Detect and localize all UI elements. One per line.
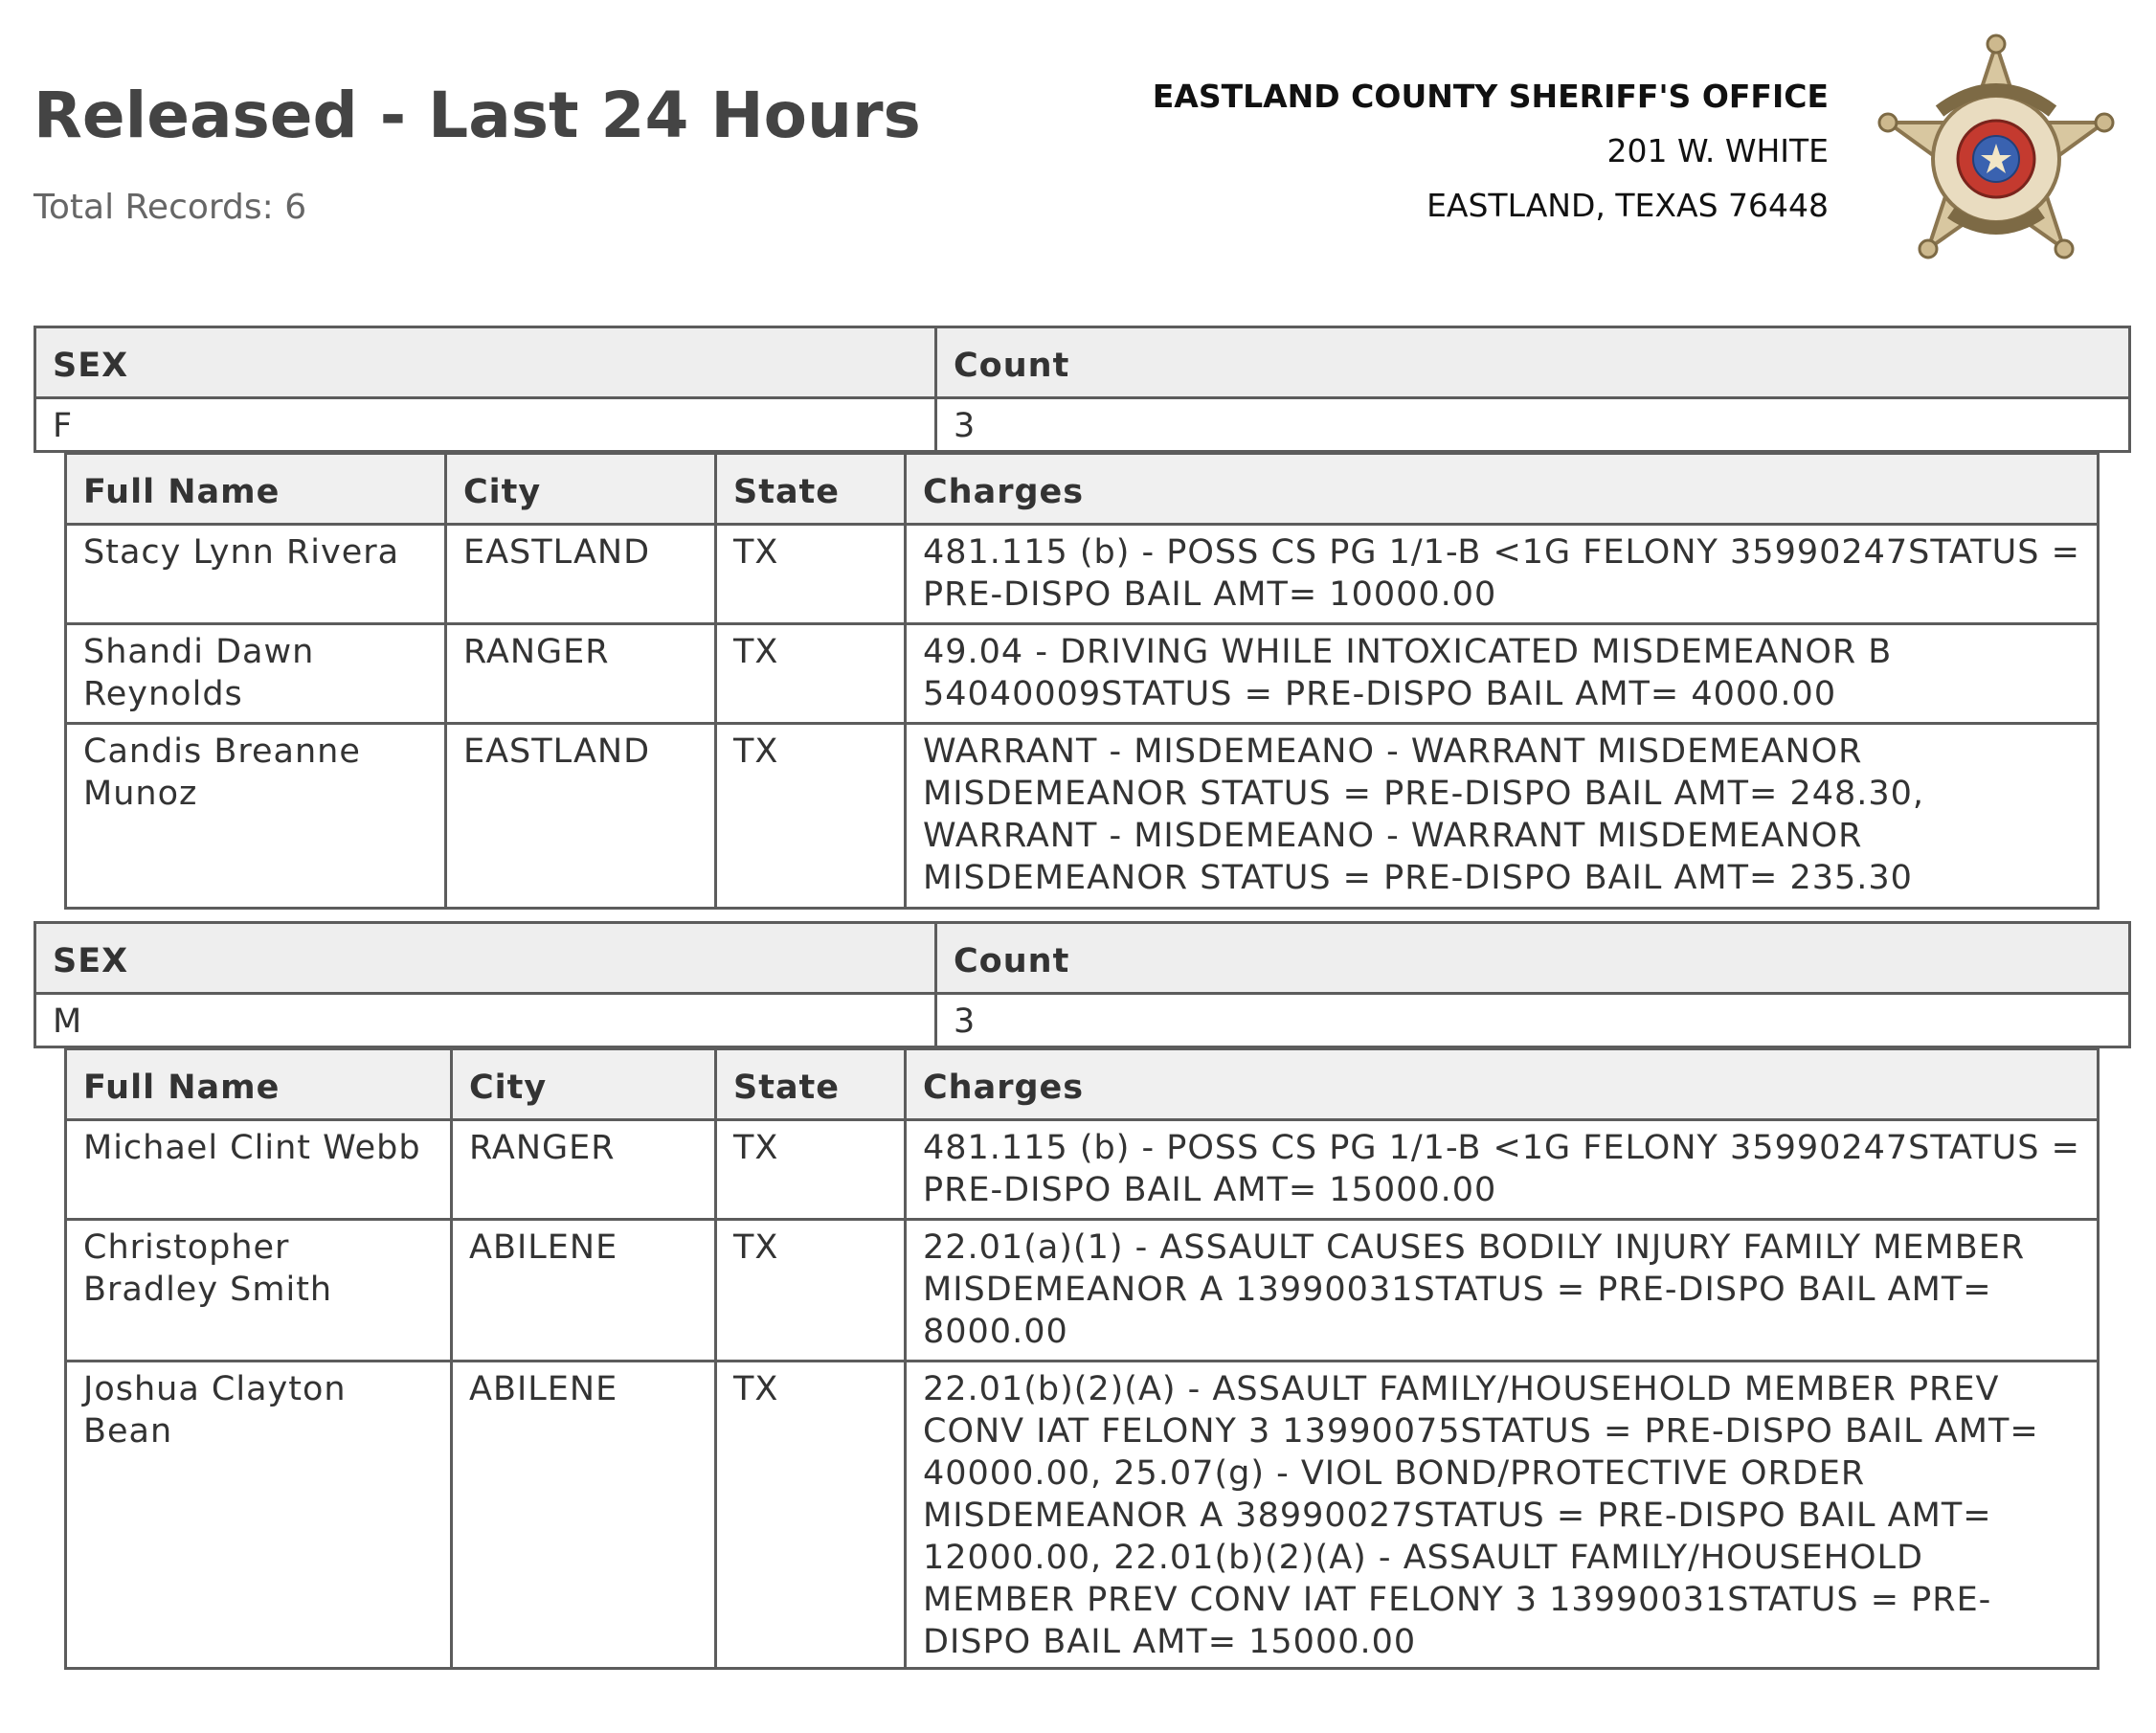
city-cell: RANGER bbox=[446, 624, 716, 724]
sheriff-badge-icon bbox=[1859, 31, 2133, 289]
count-value: 3 bbox=[936, 994, 2130, 1047]
charges-column-header: Charges bbox=[906, 454, 2099, 525]
table-row bbox=[66, 1220, 2099, 1362]
charges-cell: WARRANT - MISDEMEANO - WARRANT MISDEMEANOR MISDEMEANOR STATUS = PRE-DISPO BAIL AMT= 248.30, WARRANT - MISDEMEANO - WARRANT MISDEMEANOR MISDEMEANOR STATUS = PRE-DISPO BAIL AMT= 235.30 bbox=[906, 724, 2099, 909]
city-cell: ABILENE bbox=[452, 1220, 716, 1362]
count-column-header: Count bbox=[936, 327, 2130, 398]
charges-column-header: Charges bbox=[906, 1049, 2099, 1120]
full-name-cell: Candis Breanne Munoz bbox=[66, 724, 446, 909]
city-cell: EASTLAND bbox=[446, 724, 716, 909]
charges-cell: 22.01(b)(2)(A) - ASSAULT FAMILY/HOUSEHOLD MEMBER PREV CONV IAT FELONY 3 13990075STATUS = PRE-DISPO BAIL AMT= 40000.00, 25.07(g) - VIOL BOND/PROTECTIVE ORDER MISDEMEANOR A 38990027STATUS = PRE-DISPO BAIL AMT= 12000.00, 22.01(b)(2)(A) - ASSAULT FAMILY/HOUSEHOLD MEMBER PREV CONV IAT FELONY 3 13990031STATUS = PRE-DISPO BAIL AMT= 15000.00 bbox=[906, 1362, 2099, 1669]
table-row bbox=[66, 724, 2099, 909]
sex-summary-header bbox=[35, 327, 2130, 398]
page-title: Released - Last 24 Hours bbox=[34, 79, 921, 152]
table-row bbox=[66, 525, 2099, 624]
state-cell: TX bbox=[716, 724, 906, 909]
charges-cell: 481.115 (b) - POSS CS PG 1/1-B <1G FELONY 35990247STATUS = PRE-DISPO BAIL AMT= 10000.00 bbox=[906, 525, 2099, 624]
full-name-cell: Christopher Bradley Smith bbox=[66, 1220, 452, 1362]
table-row bbox=[66, 1362, 2099, 1669]
count-column-header: Count bbox=[936, 923, 2130, 994]
full-name-cell: Shandi Dawn Reynolds bbox=[66, 624, 446, 724]
city-cell: ABILENE bbox=[452, 1362, 716, 1669]
sex-summary-row bbox=[35, 994, 2130, 1047]
state-cell: TX bbox=[716, 1120, 906, 1220]
state-column-header: State bbox=[716, 1049, 906, 1120]
sex-column-header: SEX bbox=[35, 327, 936, 398]
sex-value: M bbox=[35, 994, 936, 1047]
table-row bbox=[66, 624, 2099, 724]
city-column-header: City bbox=[446, 454, 716, 525]
full-name-cell: Joshua Clayton Bean bbox=[66, 1362, 452, 1669]
count-value: 3 bbox=[936, 398, 2130, 452]
city-cell: RANGER bbox=[452, 1120, 716, 1220]
full-name-cell: Stacy Lynn Rivera bbox=[66, 525, 446, 624]
full-name-column-header: Full Name bbox=[66, 454, 446, 525]
sex-column-header: SEX bbox=[35, 923, 936, 994]
records-table-m bbox=[64, 1047, 2100, 1670]
state-column-header: State bbox=[716, 454, 906, 525]
state-cell: TX bbox=[716, 525, 906, 624]
records-table-f bbox=[64, 452, 2100, 910]
full-name-column-header: Full Name bbox=[66, 1049, 452, 1120]
charges-cell: 49.04 - DRIVING WHILE INTOXICATED MISDEMEANOR B 54040009STATUS = PRE-DISPO BAIL AMT= 4000.00 bbox=[906, 624, 2099, 724]
sex-summary-table-f bbox=[34, 326, 2131, 453]
sex-summary-header bbox=[35, 923, 2130, 994]
full-name-cell: Michael Clint Webb bbox=[66, 1120, 452, 1220]
total-records: Total Records: 6 bbox=[34, 188, 307, 227]
sex-summary-table-m bbox=[34, 921, 2131, 1048]
org-info bbox=[1139, 77, 1829, 225]
org-address-line2: EASTLAND, TEXAS 76448 bbox=[1426, 187, 1829, 224]
records-header bbox=[66, 1049, 2099, 1120]
org-name: EASTLAND COUNTY SHERIFF'S OFFICE bbox=[1152, 78, 1829, 115]
org-address-line1: 201 W. WHITE bbox=[1606, 132, 1829, 169]
city-column-header: City bbox=[452, 1049, 716, 1120]
state-cell: TX bbox=[716, 624, 906, 724]
records-header bbox=[66, 454, 2099, 525]
sex-value: F bbox=[35, 398, 936, 452]
charges-cell: 481.115 (b) - POSS CS PG 1/1-B <1G FELONY 35990247STATUS = PRE-DISPO BAIL AMT= 15000.00 bbox=[906, 1120, 2099, 1220]
state-cell: TX bbox=[716, 1220, 906, 1362]
sex-summary-row bbox=[35, 398, 2130, 452]
state-cell: TX bbox=[716, 1362, 906, 1669]
city-cell: EASTLAND bbox=[446, 525, 716, 624]
table-row bbox=[66, 1120, 2099, 1220]
charges-cell: 22.01(a)(1) - ASSAULT CAUSES BODILY INJURY FAMILY MEMBER MISDEMEANOR A 13990031STATUS = PRE-DISPO BAIL AMT= 8000.00 bbox=[906, 1220, 2099, 1362]
